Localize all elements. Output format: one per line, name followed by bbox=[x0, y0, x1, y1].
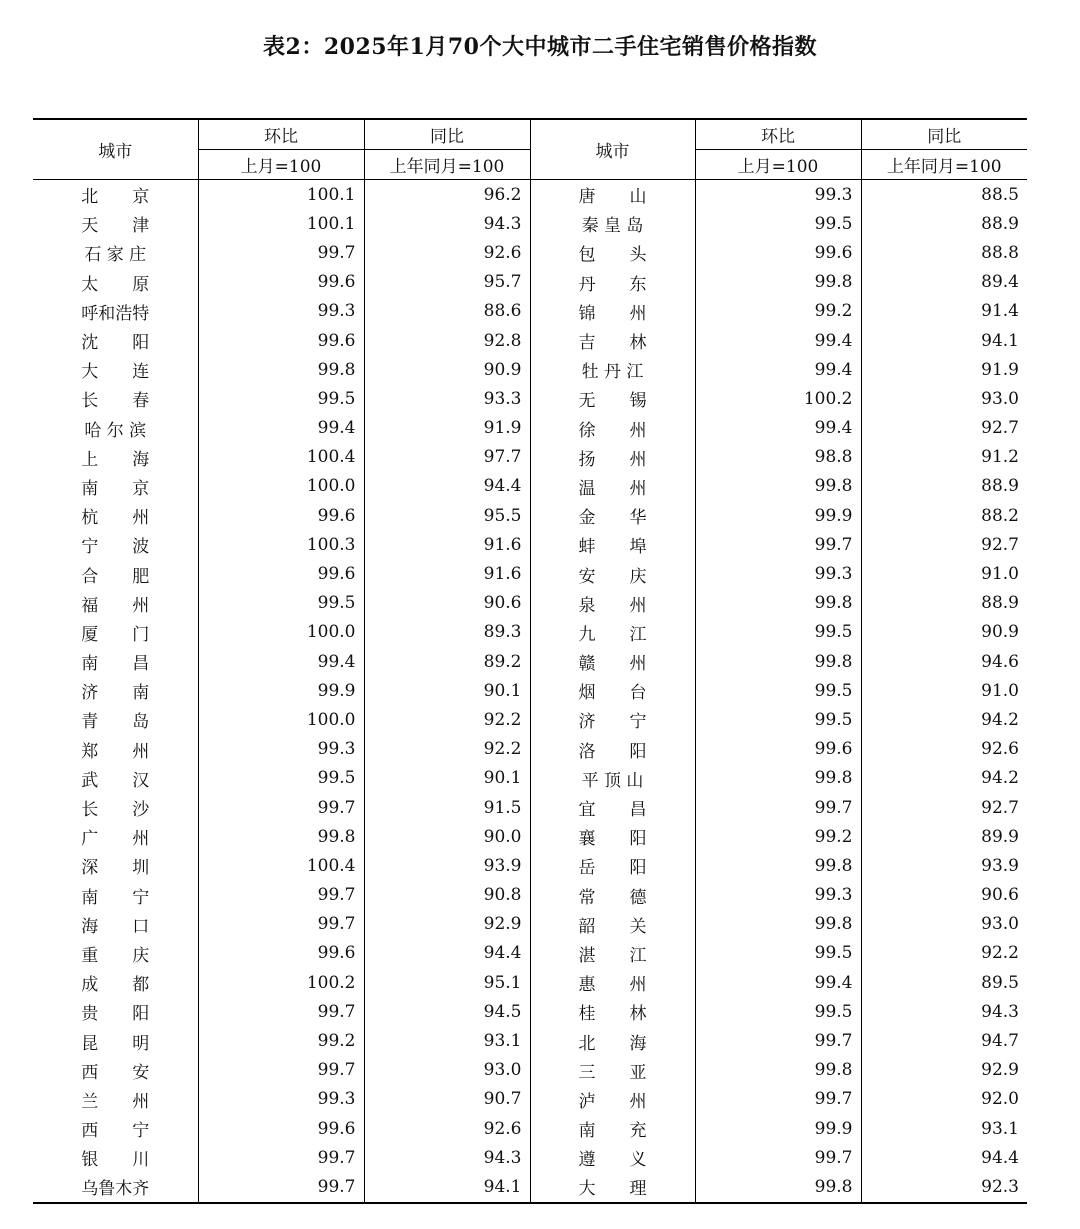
mom-cell-right: 99.5 bbox=[695, 939, 861, 968]
yoy-cell-left: 92.6 bbox=[364, 238, 530, 267]
city-cell-left: 乌鲁木齐 bbox=[81, 1179, 150, 1200]
yoy-cell-right: 88.5 bbox=[861, 180, 1027, 210]
table-row bbox=[33, 443, 1027, 472]
mom-cell-left: 100.1 bbox=[198, 180, 364, 210]
table-row bbox=[33, 1114, 1027, 1143]
yoy-cell-left: 90.1 bbox=[364, 676, 530, 705]
city-cell-right: 唐 山 bbox=[530, 180, 695, 210]
city-cell-right: 包 头 bbox=[530, 238, 695, 267]
table-row bbox=[33, 676, 1027, 705]
city-cell-left: 南 昌 bbox=[81, 654, 150, 675]
table-header bbox=[33, 119, 1027, 180]
yoy-cell-left: 89.2 bbox=[364, 647, 530, 676]
yoy-cell-left: 94.4 bbox=[364, 472, 530, 501]
mom-cell-left: 99.7 bbox=[198, 997, 364, 1026]
table-row bbox=[33, 910, 1027, 939]
mom-cell-left: 99.6 bbox=[198, 559, 364, 588]
city-cell-right: 徐 州 bbox=[530, 414, 695, 443]
mom-cell-left: 100.1 bbox=[198, 209, 364, 238]
yoy-cell-right: 88.9 bbox=[861, 209, 1027, 238]
mom-cell-left: 99.9 bbox=[198, 676, 364, 705]
yoy-cell-left: 93.0 bbox=[364, 1056, 530, 1085]
mom-cell-right: 99.8 bbox=[695, 472, 861, 501]
mom-cell-right: 99.9 bbox=[695, 1114, 861, 1143]
city-cell-left: 天 津 bbox=[81, 216, 150, 237]
table-row bbox=[33, 764, 1027, 793]
mom-cell-right: 100.2 bbox=[695, 384, 861, 413]
table-row bbox=[33, 414, 1027, 443]
yoy-cell-left: 92.6 bbox=[364, 1114, 530, 1143]
mom-cell-right: 99.8 bbox=[695, 910, 861, 939]
mom-cell-left: 99.7 bbox=[198, 1056, 364, 1085]
mom-cell-left: 99.7 bbox=[198, 910, 364, 939]
yoy-cell-right: 91.0 bbox=[861, 676, 1027, 705]
mom-cell-right: 99.7 bbox=[695, 1085, 861, 1114]
yoy-cell-left: 95.7 bbox=[364, 268, 530, 297]
yoy-cell-right: 90.6 bbox=[861, 881, 1027, 910]
city-cell-left: 郑 州 bbox=[81, 741, 150, 762]
city-cell-right: 金 华 bbox=[530, 501, 695, 530]
city-cell-left: 重 庆 bbox=[81, 945, 150, 966]
city-cell-right: 九 江 bbox=[530, 618, 695, 647]
yoy-cell-left: 95.1 bbox=[364, 968, 530, 997]
city-cell-right: 烟 台 bbox=[530, 676, 695, 705]
mom-cell-left: 99.4 bbox=[198, 414, 364, 443]
table-row bbox=[33, 355, 1027, 384]
yoy-cell-right: 94.2 bbox=[861, 705, 1027, 734]
mom-cell-right: 99.5 bbox=[695, 618, 861, 647]
mom-cell-left: 100.4 bbox=[198, 443, 364, 472]
mom-cell-left: 99.3 bbox=[198, 735, 364, 764]
city-cell-left: 厦 门 bbox=[81, 624, 150, 645]
mom-cell-right: 99.7 bbox=[695, 530, 861, 559]
price-index-table bbox=[33, 118, 1027, 1204]
mom-cell-right: 99.4 bbox=[695, 968, 861, 997]
table-row bbox=[33, 997, 1027, 1026]
yoy-cell-left: 94.1 bbox=[364, 1172, 530, 1202]
city-cell-right: 常 德 bbox=[530, 881, 695, 910]
city-cell-left: 石 家 庄 bbox=[84, 245, 147, 266]
city-cell-right: 丹 东 bbox=[530, 268, 695, 297]
yoy-cell-left: 91.6 bbox=[364, 559, 530, 588]
city-cell-left: 西 安 bbox=[81, 1062, 150, 1083]
city-cell-left: 哈 尔 滨 bbox=[84, 420, 147, 441]
city-cell-right: 无 锡 bbox=[530, 384, 695, 413]
mom-cell-left: 100.4 bbox=[198, 851, 364, 880]
table-row bbox=[33, 180, 1027, 210]
mom-cell-right: 99.7 bbox=[695, 1143, 861, 1172]
mom-cell-right: 99.3 bbox=[695, 559, 861, 588]
mom-cell-left: 99.8 bbox=[198, 822, 364, 851]
city-cell-left: 合 肥 bbox=[81, 566, 150, 587]
yoy-cell-right: 94.1 bbox=[861, 326, 1027, 355]
yoy-cell-right: 92.7 bbox=[861, 793, 1027, 822]
yoy-cell-left: 95.5 bbox=[364, 501, 530, 530]
city-cell-right: 北 海 bbox=[530, 1026, 695, 1055]
mom-cell-right: 99.2 bbox=[695, 822, 861, 851]
mom-cell-left: 99.7 bbox=[198, 793, 364, 822]
yoy-cell-right: 91.0 bbox=[861, 559, 1027, 588]
mom-cell-right: 99.4 bbox=[695, 355, 861, 384]
mom-cell-right: 99.2 bbox=[695, 297, 861, 326]
mom-cell-right: 99.8 bbox=[695, 1056, 861, 1085]
yoy-base-left: 上年同月=100 bbox=[364, 150, 530, 180]
city-cell-right: 湛 江 bbox=[530, 939, 695, 968]
city-cell-right: 秦 皇 岛 bbox=[530, 209, 695, 238]
mom-cell-right: 99.9 bbox=[695, 501, 861, 530]
mom-cell-right: 99.3 bbox=[695, 881, 861, 910]
mom-cell-left: 99.4 bbox=[198, 647, 364, 676]
table-row bbox=[33, 1056, 1027, 1085]
yoy-cell-right: 92.3 bbox=[861, 1172, 1027, 1202]
yoy-cell-right: 88.9 bbox=[861, 589, 1027, 618]
table-row bbox=[33, 297, 1027, 326]
mom-cell-right: 99.4 bbox=[695, 414, 861, 443]
yoy-cell-right: 92.2 bbox=[861, 939, 1027, 968]
city-cell-right: 洛 阳 bbox=[530, 735, 695, 764]
yoy-cell-left: 92.8 bbox=[364, 326, 530, 355]
yoy-cell-right: 94.6 bbox=[861, 647, 1027, 676]
yoy-cell-left: 92.2 bbox=[364, 705, 530, 734]
city-cell-left: 上 海 bbox=[81, 449, 150, 470]
city-cell-left: 济 南 bbox=[81, 683, 150, 704]
city-cell-right: 大 理 bbox=[530, 1172, 695, 1202]
yoy-cell-right: 92.7 bbox=[861, 530, 1027, 559]
mom-cell-left: 100.0 bbox=[198, 705, 364, 734]
table-row bbox=[33, 1085, 1027, 1114]
yoy-cell-left: 90.6 bbox=[364, 589, 530, 618]
table-row bbox=[33, 209, 1027, 238]
mom-cell-left: 99.6 bbox=[198, 326, 364, 355]
city-cell-right: 平 顶 山 bbox=[530, 764, 695, 793]
mom-cell-left: 99.5 bbox=[198, 764, 364, 793]
yoy-cell-left: 94.4 bbox=[364, 939, 530, 968]
yoy-cell-left: 97.7 bbox=[364, 443, 530, 472]
table-row bbox=[33, 559, 1027, 588]
mom-cell-left: 100.0 bbox=[198, 618, 364, 647]
yoy-cell-left: 91.6 bbox=[364, 530, 530, 559]
mom-base-right: 上月=100 bbox=[695, 150, 861, 180]
city-cell-right: 扬 州 bbox=[530, 443, 695, 472]
yoy-cell-right: 89.4 bbox=[861, 268, 1027, 297]
city-cell-left: 广 州 bbox=[81, 829, 150, 850]
table-row bbox=[33, 501, 1027, 530]
mom-cell-left: 99.5 bbox=[198, 384, 364, 413]
city-cell-right: 三 亚 bbox=[530, 1056, 695, 1085]
mom-cell-right: 99.5 bbox=[695, 209, 861, 238]
yoy-cell-left: 93.1 bbox=[364, 1026, 530, 1055]
mom-cell-right: 99.5 bbox=[695, 997, 861, 1026]
city-cell-left: 深 圳 bbox=[81, 858, 150, 879]
city-cell-left: 大 连 bbox=[81, 362, 150, 383]
yoy-cell-right: 92.7 bbox=[861, 414, 1027, 443]
yoy-cell-left: 90.7 bbox=[364, 1085, 530, 1114]
mom-cell-left: 99.3 bbox=[198, 297, 364, 326]
city-cell-left: 南 京 bbox=[81, 478, 150, 499]
yoy-cell-right: 94.4 bbox=[861, 1143, 1027, 1172]
mom-cell-right: 99.8 bbox=[695, 764, 861, 793]
yoy-cell-right: 93.1 bbox=[861, 1114, 1027, 1143]
table-row bbox=[33, 705, 1027, 734]
city-cell-left: 海 口 bbox=[81, 916, 150, 937]
city-header-left: 城市 bbox=[33, 119, 198, 180]
yoy-cell-left: 90.8 bbox=[364, 881, 530, 910]
mom-cell-right: 99.4 bbox=[695, 326, 861, 355]
mom-cell-right: 99.5 bbox=[695, 705, 861, 734]
table-row bbox=[33, 1172, 1027, 1202]
mom-cell-right: 99.6 bbox=[695, 238, 861, 267]
city-cell-right: 桂 林 bbox=[530, 997, 695, 1026]
yoy-cell-right: 94.7 bbox=[861, 1026, 1027, 1055]
yoy-cell-right: 93.9 bbox=[861, 851, 1027, 880]
yoy-cell-left: 88.6 bbox=[364, 297, 530, 326]
mom-base-left: 上月=100 bbox=[198, 150, 364, 180]
city-cell-left: 昆 明 bbox=[81, 1033, 150, 1054]
table-row bbox=[33, 735, 1027, 764]
table-row bbox=[33, 326, 1027, 355]
table-row bbox=[33, 793, 1027, 822]
yoy-cell-left: 93.9 bbox=[364, 851, 530, 880]
yoy-cell-left: 92.2 bbox=[364, 735, 530, 764]
city-cell-left: 成 都 bbox=[81, 975, 150, 996]
city-cell-left: 贵 阳 bbox=[81, 1004, 150, 1025]
table-row bbox=[33, 530, 1027, 559]
yoy-cell-right: 88.8 bbox=[861, 238, 1027, 267]
yoy-cell-right: 89.5 bbox=[861, 968, 1027, 997]
mom-cell-left: 99.7 bbox=[198, 1143, 364, 1172]
mom-cell-left: 99.7 bbox=[198, 1172, 364, 1202]
table-row bbox=[33, 851, 1027, 880]
mom-cell-right: 99.8 bbox=[695, 647, 861, 676]
mom-cell-left: 100.0 bbox=[198, 472, 364, 501]
yoy-cell-left: 94.3 bbox=[364, 1143, 530, 1172]
yoy-cell-left: 91.5 bbox=[364, 793, 530, 822]
table-row bbox=[33, 472, 1027, 501]
mom-cell-left: 100.2 bbox=[198, 968, 364, 997]
city-cell-left: 青 岛 bbox=[81, 712, 150, 733]
yoy-cell-right: 89.9 bbox=[861, 822, 1027, 851]
mom-cell-left: 99.6 bbox=[198, 939, 364, 968]
table-row bbox=[33, 939, 1027, 968]
yoy-cell-right: 88.2 bbox=[861, 501, 1027, 530]
city-cell-left: 杭 州 bbox=[81, 508, 150, 529]
city-cell-left: 太 原 bbox=[81, 274, 150, 295]
mom-cell-right: 99.3 bbox=[695, 180, 861, 210]
city-cell-right: 赣 州 bbox=[530, 647, 695, 676]
mom-cell-left: 99.7 bbox=[198, 238, 364, 267]
city-cell-right: 吉 林 bbox=[530, 326, 695, 355]
city-cell-right: 岳 阳 bbox=[530, 851, 695, 880]
city-cell-right: 牡 丹 江 bbox=[530, 355, 695, 384]
table-row bbox=[33, 822, 1027, 851]
yoy-cell-right: 90.9 bbox=[861, 618, 1027, 647]
yoy-cell-right: 91.4 bbox=[861, 297, 1027, 326]
mom-cell-right: 99.7 bbox=[695, 793, 861, 822]
yoy-cell-right: 88.9 bbox=[861, 472, 1027, 501]
city-cell-left: 银 川 bbox=[81, 1150, 150, 1171]
table-title: 表2：2025年1月70个大中城市二手住宅销售价格指数 bbox=[263, 34, 817, 60]
yoy-cell-left: 93.3 bbox=[364, 384, 530, 413]
city-cell-right: 泉 州 bbox=[530, 589, 695, 618]
city-cell-right: 南 充 bbox=[530, 1114, 695, 1143]
yoy-cell-right: 93.0 bbox=[861, 910, 1027, 939]
city-cell-left: 长 沙 bbox=[81, 800, 150, 821]
city-cell-left: 呼和浩特 bbox=[81, 303, 150, 324]
yoy-cell-right: 94.3 bbox=[861, 997, 1027, 1026]
city-cell-left: 长 春 bbox=[81, 391, 150, 412]
city-cell-right: 安 庆 bbox=[530, 559, 695, 588]
city-cell-left: 武 汉 bbox=[81, 770, 150, 791]
city-cell-right: 遵 义 bbox=[530, 1143, 695, 1172]
yoy-cell-left: 96.2 bbox=[364, 180, 530, 210]
city-cell-right: 宜 昌 bbox=[530, 793, 695, 822]
yoy-cell-left: 90.1 bbox=[364, 764, 530, 793]
mom-cell-left: 99.6 bbox=[198, 501, 364, 530]
yoy-base-right: 上年同月=100 bbox=[861, 150, 1027, 180]
city-cell-right: 惠 州 bbox=[530, 968, 695, 997]
city-cell-left: 北 京 bbox=[81, 187, 150, 208]
mom-cell-right: 99.8 bbox=[695, 851, 861, 880]
city-cell-right: 济 宁 bbox=[530, 705, 695, 734]
mom-cell-right: 99.8 bbox=[695, 1172, 861, 1202]
city-cell-right: 襄 阳 bbox=[530, 822, 695, 851]
yoy-cell-right: 93.0 bbox=[861, 384, 1027, 413]
table-row bbox=[33, 618, 1027, 647]
mom-cell-right: 99.6 bbox=[695, 735, 861, 764]
city-cell-left: 兰 州 bbox=[81, 1091, 150, 1112]
city-cell-right: 温 州 bbox=[530, 472, 695, 501]
yoy-cell-right: 92.0 bbox=[861, 1085, 1027, 1114]
mom-cell-left: 99.2 bbox=[198, 1026, 364, 1055]
yoy-cell-left: 91.9 bbox=[364, 414, 530, 443]
mom-cell-right: 99.5 bbox=[695, 676, 861, 705]
yoy-cell-left: 94.5 bbox=[364, 997, 530, 1026]
table-body bbox=[33, 180, 1027, 1203]
mom-cell-left: 99.8 bbox=[198, 355, 364, 384]
table-row bbox=[33, 1026, 1027, 1055]
yoy-cell-left: 90.0 bbox=[364, 822, 530, 851]
city-cell-left: 沈 阳 bbox=[81, 333, 150, 354]
table-row bbox=[33, 881, 1027, 910]
mom-cell-right: 99.8 bbox=[695, 268, 861, 297]
mom-cell-right: 98.8 bbox=[695, 443, 861, 472]
mom-cell-left: 99.6 bbox=[198, 268, 364, 297]
yoy-cell-left: 90.9 bbox=[364, 355, 530, 384]
yoy-cell-right: 92.9 bbox=[861, 1056, 1027, 1085]
yoy-cell-left: 92.9 bbox=[364, 910, 530, 939]
mom-header-right: 环比 bbox=[695, 119, 861, 150]
yoy-cell-right: 92.6 bbox=[861, 735, 1027, 764]
mom-cell-right: 99.8 bbox=[695, 589, 861, 618]
mom-cell-left: 99.6 bbox=[198, 1114, 364, 1143]
table-row bbox=[33, 268, 1027, 297]
mom-cell-left: 100.3 bbox=[198, 530, 364, 559]
city-header-right: 城市 bbox=[530, 119, 695, 180]
mom-cell-left: 99.3 bbox=[198, 1085, 364, 1114]
city-cell-left: 西 宁 bbox=[81, 1121, 150, 1142]
city-cell-right: 泸 州 bbox=[530, 1085, 695, 1114]
yoy-cell-right: 91.2 bbox=[861, 443, 1027, 472]
city-cell-left: 南 宁 bbox=[81, 887, 150, 908]
yoy-header-left: 同比 bbox=[364, 119, 530, 150]
table-row bbox=[33, 647, 1027, 676]
table-row bbox=[33, 968, 1027, 997]
city-cell-left: 福 州 bbox=[81, 595, 150, 616]
mom-cell-right: 99.7 bbox=[695, 1026, 861, 1055]
city-cell-right: 蚌 埠 bbox=[530, 530, 695, 559]
table-row bbox=[33, 1143, 1027, 1172]
city-cell-left: 宁 波 bbox=[81, 537, 150, 558]
mom-cell-left: 99.7 bbox=[198, 881, 364, 910]
yoy-cell-left: 89.3 bbox=[364, 618, 530, 647]
table-row bbox=[33, 589, 1027, 618]
yoy-cell-right: 94.2 bbox=[861, 764, 1027, 793]
yoy-cell-right: 91.9 bbox=[861, 355, 1027, 384]
table-row bbox=[33, 384, 1027, 413]
table-row bbox=[33, 238, 1027, 267]
city-cell-right: 韶 关 bbox=[530, 910, 695, 939]
mom-header-left: 环比 bbox=[198, 119, 364, 150]
yoy-header-right: 同比 bbox=[861, 119, 1027, 150]
yoy-cell-left: 94.3 bbox=[364, 209, 530, 238]
city-cell-right: 锦 州 bbox=[530, 297, 695, 326]
mom-cell-left: 99.5 bbox=[198, 589, 364, 618]
